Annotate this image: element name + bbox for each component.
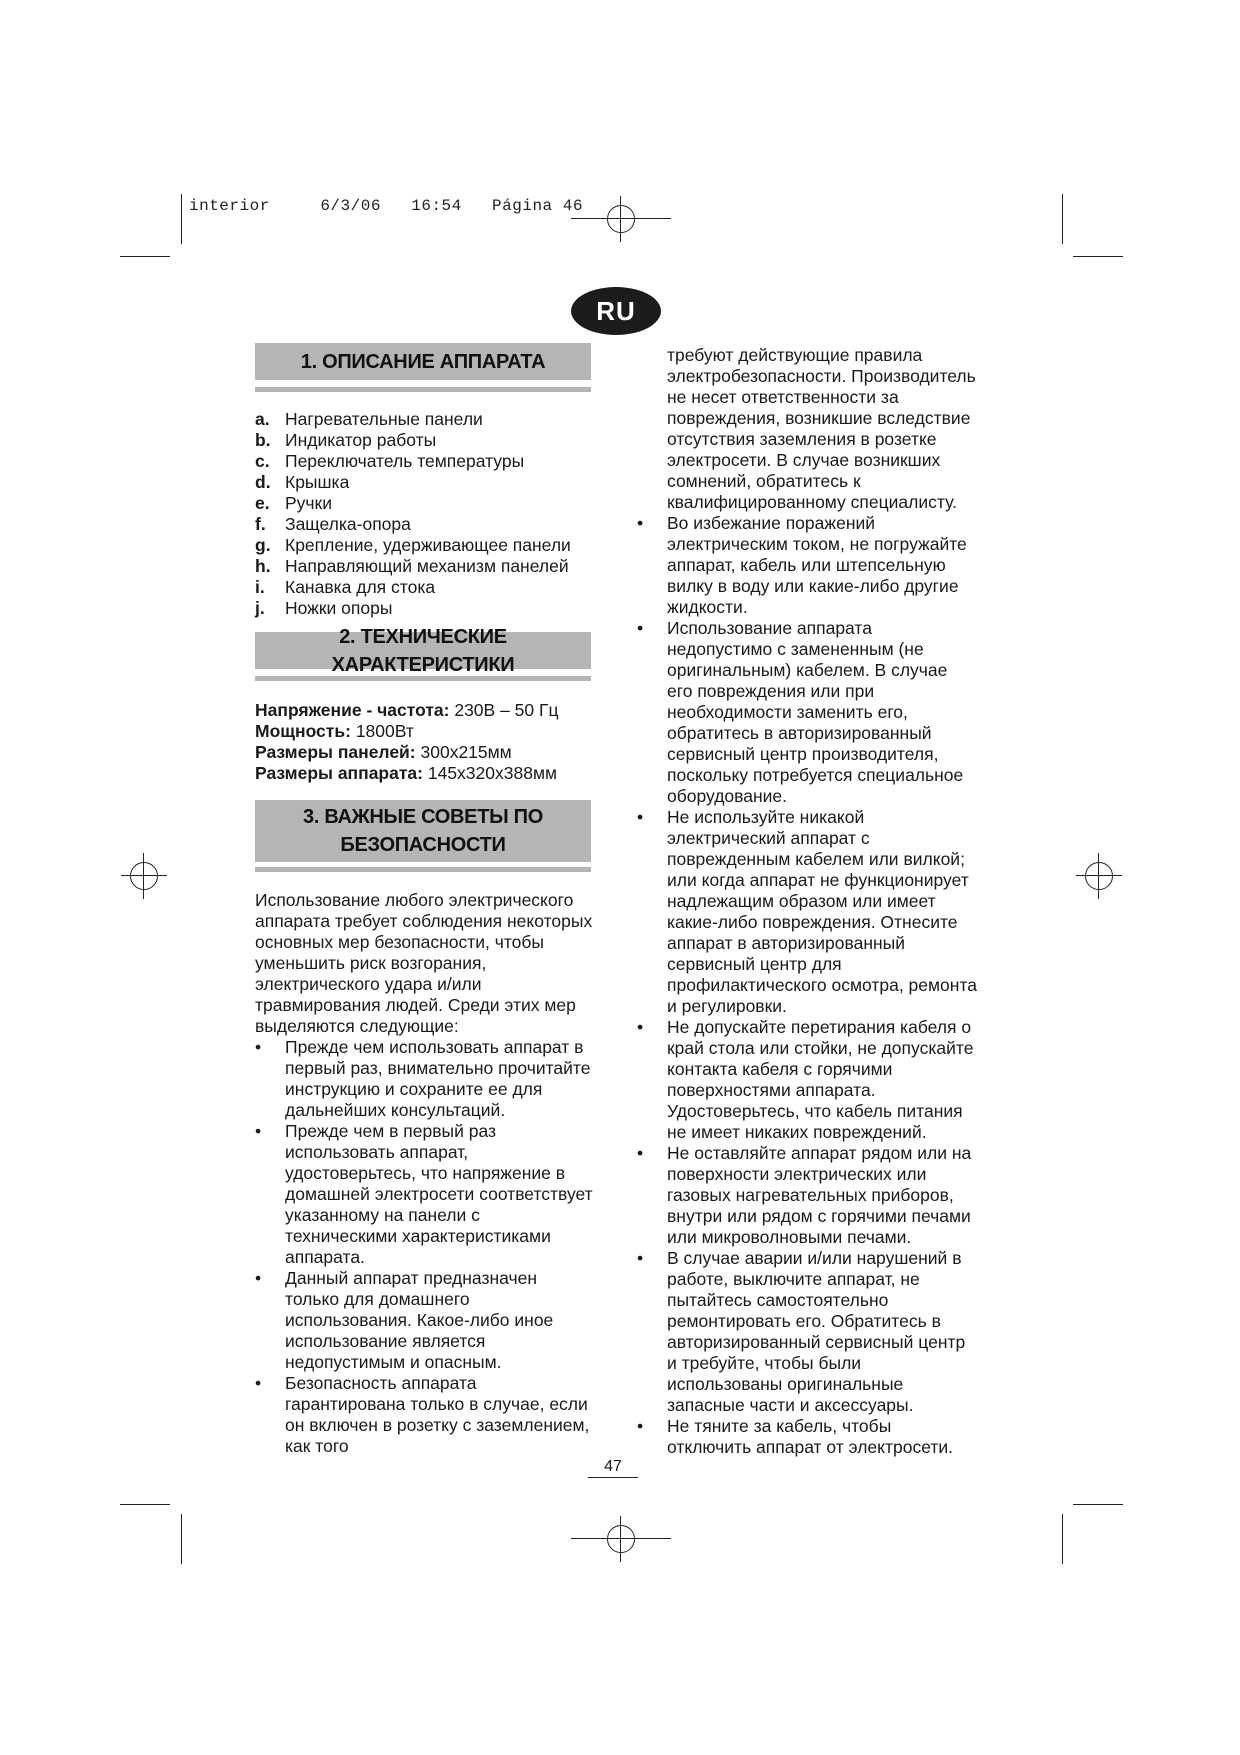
- section-heading-specs: [255, 625, 591, 676]
- list-item: [255, 430, 595, 451]
- list-item-key: g.: [255, 535, 271, 555]
- bullet-icon: •: [637, 513, 644, 533]
- bullet-text: Прежде чем в первый раз использовать аппарат, удостоверьтесь, что напряжение в домашней электросети соответствует указанному на панели с техническими характеристиками аппарата.: [285, 1121, 593, 1267]
- bullet-icon: •: [637, 807, 644, 827]
- bullet-text: Не допускайте перетирания кабеля о край стола или стойки, не допускайте контакта кабеля с горячими поверхностями аппарата. Удостоверьтесь, что кабель питания не имеет никаких повреждений.: [667, 1017, 974, 1142]
- bullet-item: [637, 618, 977, 807]
- list-item: [255, 472, 595, 493]
- bullet-text: Не оставляйте аппарат рядом или на поверхности электрических или газовых нагревательных приборов, внутри или рядом с горячими печами или микроволновыми печами.: [667, 1143, 972, 1247]
- list-item: [255, 493, 595, 514]
- section-heading-safety: [255, 800, 591, 862]
- bullet-icon: •: [637, 618, 644, 638]
- bullet-item: [637, 1143, 977, 1248]
- spec-value: 230В – 50 Гц: [449, 700, 559, 720]
- crop-mark: [120, 1504, 170, 1505]
- spec-row: [255, 763, 595, 784]
- section-heading-description: [255, 343, 591, 380]
- list-item: [255, 556, 595, 577]
- list-item-text: Направляющий механизм панелей: [285, 556, 569, 576]
- bullet-item: [637, 1017, 977, 1143]
- list-item-text: Канавка для стока: [285, 577, 436, 597]
- list-item-text: Защелка-опора: [285, 514, 411, 534]
- list-item-key: b.: [255, 430, 271, 450]
- section-heading-text: 1. ОПИСАНИЕ АППАРАТА: [300, 350, 546, 373]
- list-item: [255, 598, 595, 619]
- spec-row: [255, 721, 595, 742]
- safety-intro: Использование любого электрического аппарата требует соблюдения некоторых основных мер безопасности, чтобы уменьшить риск возгорания, электрического удара и/или травмирования людей. Среди этих мер выделяются следующие:: [255, 890, 593, 1036]
- registration-mark-icon: [598, 196, 644, 242]
- right-bullet-list: [637, 513, 977, 1458]
- bullet-item: [255, 1373, 595, 1457]
- spec-label: Размеры панелей:: [255, 742, 416, 762]
- list-item-text: Крышка: [285, 472, 350, 492]
- list-item-text: Ножки опоры: [285, 598, 393, 618]
- section-heading-text: БЕЗОПАСНОСТИ: [340, 834, 506, 856]
- list-item-text: Нагревательные панели: [285, 409, 483, 429]
- list-item-key: c.: [255, 451, 270, 471]
- spec-value: 300x215мм: [415, 742, 512, 762]
- bullet-text: Во избежание поражений электрическим током, не погружайте аппарат, кабель или штепсельную вилку в воду или какие-либо другие жидкости.: [667, 513, 967, 617]
- list-item-key: h.: [255, 556, 271, 576]
- registration-mark-icon: [121, 853, 167, 899]
- bullet-icon: •: [255, 1121, 262, 1141]
- spec-label: Напряжение - частота:: [255, 700, 450, 720]
- crop-mark: [1062, 1514, 1063, 1564]
- bullet-icon: •: [637, 1248, 644, 1268]
- print-slug: interior 6/3/06 16:54 Página 46: [189, 197, 583, 215]
- section-heading-text: 2. ТЕХНИЧЕСКИЕ ХАРАКТЕРИСТИКИ: [331, 625, 515, 676]
- list-item: [255, 535, 595, 556]
- list-item-key: f.: [255, 514, 266, 534]
- spec-label: Размеры аппарата:: [255, 763, 423, 783]
- specs-list: [255, 700, 595, 784]
- bullet-text: Использование аппарата недопустимо с замененным (не оригинальным) кабелем. В случае его повреждения или при необходимости заменить его, обратитесь в авторизированный сервисный центр производителя, поскольку потребуется специальное оборудование.: [667, 618, 964, 806]
- crop-mark: [1062, 194, 1063, 244]
- bullet-item: [637, 807, 977, 1017]
- bullet-text: Данный аппарат предназначен только для домашнего использования. Какое-либо иное использование является недопустимым и опасным.: [285, 1268, 554, 1372]
- registration-mark-icon: [598, 1516, 644, 1562]
- list-item-text: Ручки: [285, 493, 332, 513]
- bullet-item: [255, 1037, 595, 1121]
- left-safety-column: [255, 890, 595, 1457]
- crop-mark: [120, 256, 170, 257]
- list-item-key: a.: [255, 409, 270, 429]
- bullet-icon: •: [255, 1268, 262, 1288]
- spec-label: Мощность:: [255, 721, 351, 741]
- section-rule: [255, 387, 591, 392]
- list-item-text: Переключатель температуры: [285, 451, 525, 471]
- bullet-icon: •: [637, 1416, 644, 1436]
- crop-mark: [1073, 1504, 1123, 1505]
- bullet-item: [637, 513, 977, 618]
- bullet-text: Не используйте никакой электрический аппарат с поврежденным кабелем или вилкой; или когда аппарат не функционирует надлежащим образом или имеет какие-либо повреждения. Отнесите аппарат в авторизированный сервисный центр для профилактического осмотра, ремонта и регулировки.: [667, 807, 977, 1016]
- section-rule: [255, 676, 591, 681]
- bullet-item: [255, 1121, 595, 1268]
- right-safety-column: [637, 345, 977, 1458]
- bullet-icon: •: [637, 1143, 644, 1163]
- list-item: [255, 514, 595, 535]
- bullet-text: Прежде чем использовать аппарат в первый раз, внимательно прочитайте инструкцию и сохраните ее для дальнейших консультаций.: [285, 1037, 591, 1120]
- list-item: [255, 409, 595, 430]
- list-item-text: Крепление, удерживающее панели: [285, 535, 571, 555]
- list-item-key: d.: [255, 472, 271, 492]
- bullet-icon: •: [255, 1037, 262, 1057]
- bullet-icon: •: [637, 1017, 644, 1037]
- language-badge: RU: [571, 287, 661, 335]
- crop-mark: [1073, 256, 1123, 257]
- registration-mark-icon: [1076, 853, 1122, 899]
- bullet-item: [255, 1268, 595, 1373]
- bullet-item: [637, 1248, 977, 1416]
- list-item: [255, 577, 595, 598]
- bullet-text: В случае аварии и/или нарушений в работе, выключите аппарат, не пытайтесь самостоятельно ремонтировать его. Обратитесь в авторизированный сервисный центр и требуйте, чтобы были использованы оригинальные запасные части и аксессуары.: [667, 1248, 966, 1415]
- list-item-key: e.: [255, 493, 270, 513]
- list-item: [255, 451, 595, 472]
- bullet-text: Не тяните за кабель, чтобы отключить аппарат от электросети.: [667, 1416, 954, 1457]
- bullet-text: Безопасность аппарата гарантирована только в случае, если он включен в розетку с заземлением, как того: [285, 1373, 590, 1456]
- bullet-item: [637, 1416, 977, 1458]
- crop-mark: [181, 1514, 182, 1564]
- spec-value: 145x320x388мм: [423, 763, 558, 783]
- page-number: 47: [588, 1457, 638, 1478]
- left-bullet-list: [255, 1037, 595, 1457]
- parts-list: [255, 409, 595, 619]
- spec-row: [255, 742, 595, 763]
- safety-continuation: требуют действующие правила электробезопасности. Производитель не несет ответственности за повреждения, возникшие вследствие отсутствия заземления в розетке электросети. В случае возникших сомнений, обратитесь к квалифицированному специалисту.: [667, 345, 976, 512]
- section-rule: [255, 867, 591, 872]
- spec-value: 1800Вт: [350, 721, 414, 741]
- section-heading-text: 3. ВАЖНЫЕ СОВЕТЫ ПО: [303, 806, 543, 828]
- bullet-icon: •: [255, 1373, 262, 1393]
- crop-mark: [181, 194, 182, 244]
- list-item-key: j.: [255, 598, 265, 618]
- list-item-key: i.: [255, 577, 265, 597]
- spec-row: [255, 700, 595, 721]
- list-item-text: Индикатор работы: [285, 430, 437, 450]
